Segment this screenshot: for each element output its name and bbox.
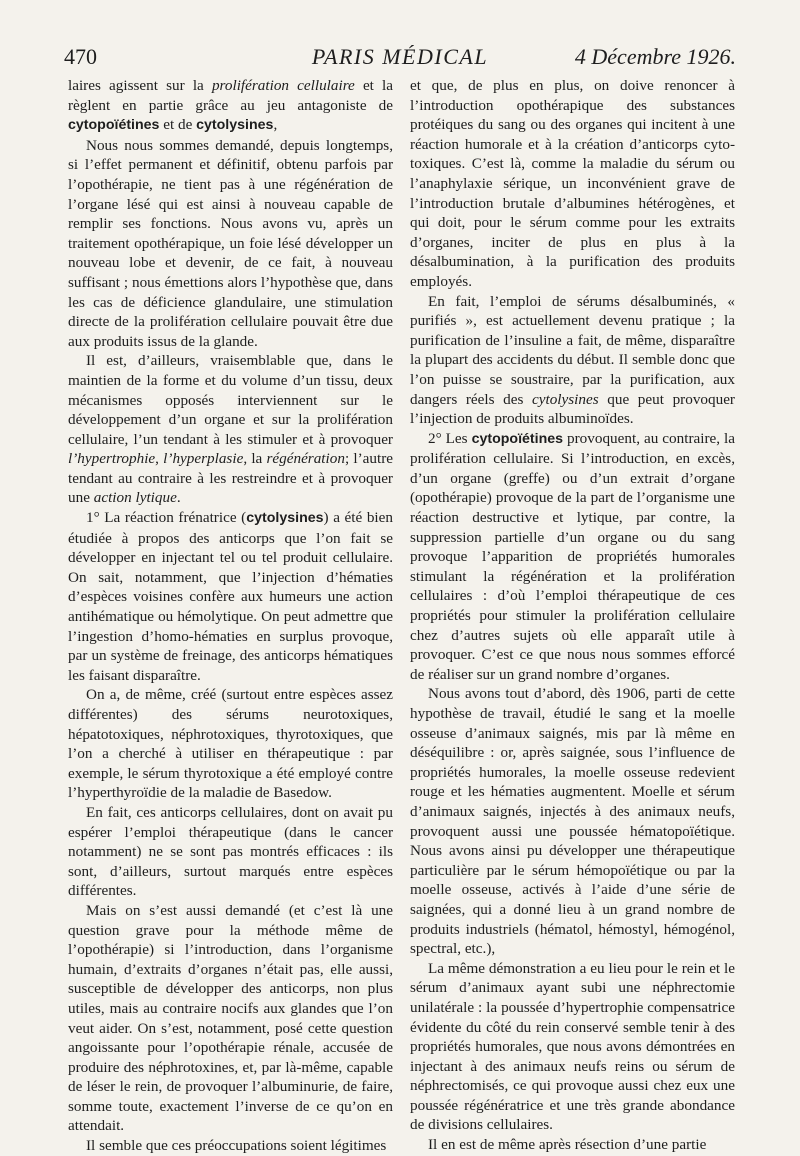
paragraph: Nous avons tout d’abord, dès 1906, parti de cette hypothèse de travail, étudié le sang et la moelle osseuse d’animaux saignés, mis par là même en déséquilibre : or, après saignée, sous l’influence de propriétés humorales, la moelle osseuse redevient rouge et les hématies augmentent. Moelle et sérum d’animaux saignés, injectés à des animaux neufs, provoquent aussi une poussée hématopoïétique. Nous avons ainsi pu développer une thérapeutique particulière par le sérum hémopoïétique ou par la moelle osseuse, activés à l’aide d’une série de saignées, qui a donné lieu à un grand nombre de produits industriels (hématol, hémostyl, hémogénol, spectral, etc.), <box>410 685 735 958</box>
paragraph: En fait, ces anticorps cellulaires, dont on avait pu espérer l’emploi thérapeutique (dans le cancer notamment) ne se sont pas montrés efficaces : ils sont, d’ailleurs, surtout marqués entre espèces différentes. <box>68 803 393 900</box>
paragraph: Mais on s’est aussi demandé (et c’est là une question grave pour la méthode même de l’opothérapie) si l’introduction, dans l’organisme humain, d’extraits d’organes n’était pas, elle aussi, susceptible de développer des anticorps, non plus utiles, mais au contraire nocifs aux glandes que l’on veut aider. On s’est, notamment, posé cette question angoissante pour l’opothérapie rénale, accusée de produire des néphrotoxines, et, par là-même, capable de léser le rein, de provoquer l’albuminurie, de faire, somme toute, exactement l’inverse de ce qu’on en attendait. <box>68 901 393 1135</box>
paragraph: Nous nous sommes demandé, depuis longtemps, si l’effet permanent et définitif, obtenu parfois par l’opothérapie, ne tient pas à une régénération de l’organe lésé qui est ainsi à nouveau capable de remplir ses fonctions. Nous avons vu, après un traitement opothérapique, un foie lésé développer un nouveau lobe et devenir, de ce fait, à nouveau suffisant ; nous émettions alors l’hypothèse que, dans les cas de déficience glandulaire, une stimulation directe de la prolifération cellulaire pouvait être due aux produits issus de la glande. <box>68 136 393 350</box>
paragraph: Il semble que ces préoccupations soient légitimes <box>86 1137 387 1155</box>
issue-date: 4 Décembre 1926. <box>574 44 736 69</box>
paragraph: On a, de même, créé (surtout entre espèces assez différentes) des sérums neurotoxiques, hépatotoxiques, néphrotoxiques, thyrotoxiques, que l’on a cherché à utiliser en thérapeutique : par exemple, le sérum thyrotoxique a été employé contre l’hyperthyroïdie de la maladie de Basedow. <box>68 686 393 802</box>
paragraph: 1° La réaction frénatrice (cytolysines) a été bien étudiée à propos des anticorps que l’on fait se développer en injectant tel ou tel produit cellulaire. On sait, notamment, que l’injection d’hématies d’espèces voisines confère aux humeurs une action antihématique ou hémolytique. On peut admettre que l’ingestion d’homo-hématies en surplus provoque, par un système de freinage, des anticorps hématiques les faisant disparaître. <box>68 509 393 684</box>
paragraph: et que, de plus en plus, on doive renoncer à l’introduction opothérapique des substances protéiques du sang ou des organes qui incitent à une réaction humorale et à la création d’anticorps cyto-toxiques. C’est là, comme la maladie du sérum ou l’anaphylaxie sérique, un inconvénient grave de l’introduction brutale d’albumines hétérogènes, et qui doit, pour le sérum comme pour les extraits d’organes, inciter de plus en plus à la désalbumination, à la purification des produits employés. <box>410 77 735 290</box>
paragraph: 2° Les cytopoïétines provoquent, au contraire, la prolifération cellulaire. Si l’introduction, en excès, d’un organe (greffe) ou d’un extrait d’organe (opothérapie) provoque de la part de l’organisme une réaction destructive et lytique, par contre, la suppression partielle d’un organe ou du sang provoque l’apparition de propriétés humorales stimulant la régénération et la prolifération cellulaires : d’où l’emploi thérapeutique de ces propriétés pour stimuler la prolifération cellulaire chez d’autres sujets où elle apparaît utile à provoquer. C’est ce que nous nous sommes efforcé de réaliser sur un grand nombre d’organes. <box>410 429 735 683</box>
journal-title: PARIS MÉDICAL <box>311 44 489 69</box>
paragraph: Il en est de même après résection d’une partie <box>428 1136 707 1154</box>
page-number: 470 <box>64 44 97 69</box>
paragraph: La même démonstration a eu lieu pour le rein et le sérum d’animaux ayant subi une néphrectomie unilatérale : la poussée d’hypertrophie compensatrice évidente du côté du rein conservé semble tenir à des propriétés humorales, que nous avons démontrées en injectant à des animaux neufs reins ou sérum de néphrectomisés, ce qui provoque aussi chez eux une poussée régénératrice et une très grande abondance de divisions cellulaires. <box>410 959 735 1134</box>
right-column <box>410 76 735 1155</box>
page-header <box>64 44 736 74</box>
paragraph: laires agissent sur la prolifération cellulaire et la règlent en partie grâce au jeu antagoniste de cytopoïétines et de cytolysines, <box>68 77 394 134</box>
paragraph: Il est, d’ailleurs, vraisemblable que, dans le maintien de la forme et du volume d’un tissu, deux mécanismes opposés interviennent sur le développement d’un organe et sur la prolifération cellulaire, l’un tendant à les stimuler et à provoquer l’hypertrophie, l’hyperplasie, la régénération; l’autre tendant au contraire à les restreindre et à provoquer une action lytique. <box>68 352 393 507</box>
paragraph: En fait, l’emploi de sérums désalbuminés, « purifiés », est actuellement devenu pratique ; la purification de l’insuline a fait, de même, disparaître la plupart des accidents du début. Il semble donc que l’on puisse se soustraire, par la purification, aux dangers réels des cytolysines que peut provoquer l’injection de produits albuminoïdes. <box>410 292 735 428</box>
left-column <box>68 76 393 1156</box>
